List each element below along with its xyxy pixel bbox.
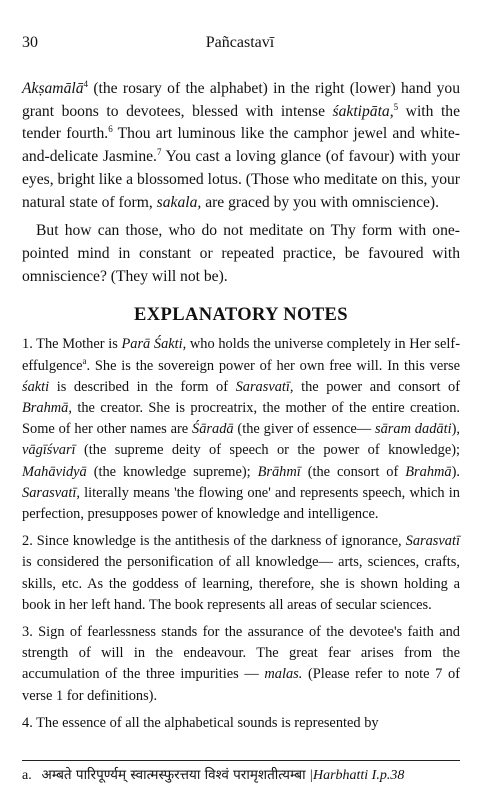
term-sakala: sakala, xyxy=(156,193,202,211)
note-ref: 4 xyxy=(83,78,88,89)
page-body xyxy=(22,78,460,734)
commentary-paragraph: But how can those, who do not meditate on Thy form with one-pointed mind in constant or repeated practice, be favoured with omniscience? (They will not be). xyxy=(22,222,460,285)
note-ref: 6 xyxy=(108,124,113,135)
term-saktipata: śaktipāta, xyxy=(332,102,394,120)
footnote-ref: a xyxy=(82,355,87,366)
citation: |Harbhatti I.p.38 xyxy=(309,768,405,783)
page-number: 30 xyxy=(22,34,38,51)
term-aksamala: Akṣamālā xyxy=(22,80,84,97)
note-ref: 7 xyxy=(156,146,162,157)
footnote xyxy=(22,765,460,786)
note-4: 4. The essence of all the alphabetical sounds is represented by xyxy=(22,714,379,731)
note-2: 2. Since knowledge is the antithesis of the darkness of ignorance, Sarasvatī is considered the personification of all knowledge— arts, sciences, crafts, skills, etc. As the goddess of learning, therefore, she is shown holding a book in her left hand. The book represents all areas of secular sciences. xyxy=(22,533,460,613)
sanskrit-quote: अम्बते पारिपूर्ण्यम् स्वात्मस्फुरत्तया विश्वं परामृशतीत्यम्बा xyxy=(41,767,306,783)
footnote-mark: a. xyxy=(22,768,32,783)
page-header xyxy=(22,34,458,56)
note-3: 3. Sign of fearlessness stands for the assurance of the devotee's faith and strength of will in the endeavour. The great fear arises from the accumulation of the three impurities — malas. (Please refer to note 7 of verse 1 for definitions). xyxy=(22,623,460,704)
note-1: 1. The Mother is Parā Śakti, who holds the universe completely in Her self-effulgence$^a$. She is the sovereign power of her own free will. In this verse śakti is described in the form of Sarasvatī, the power and consort of Brahmā, the creator. She is procreatrix, the mother of the entire creation. Some of her other names are Śāradā (the giver of essence— sāram dadāti), vāgīśvarī (the supreme deity of speech or the power of knowledge); Mahāvidyā (the knowledge supreme); Brāhmī (the consort of Brahmā). Sarasvatī, literally means 'the flowing one' and represents speech, which in perfection, presupposes power of knowledge and intelligence. xyxy=(22,336,460,522)
footnote-divider xyxy=(22,760,460,761)
note-ref: 5 xyxy=(393,101,399,112)
running-head: Pañcastavī xyxy=(205,34,275,51)
verse-translation-paragraph: Akṣamālā$^4$ (the rosary of the alphabet) in the right (lower) hand you grant boons to devotees, blessed with intense śaktipāta,$^5$ with the tender fourth.$^6$ Thou art luminous like the camphor jewel and white-and-delicate Jasmine.$^7$ You cast a loving glance (of favour) with your eyes, bright like a blossomed lotus. (Those who meditate on this, your natural state of form, sakala, are graced by you with omniscience). xyxy=(22,78,461,211)
notes-heading: EXPLANATORY NOTES xyxy=(134,305,348,326)
